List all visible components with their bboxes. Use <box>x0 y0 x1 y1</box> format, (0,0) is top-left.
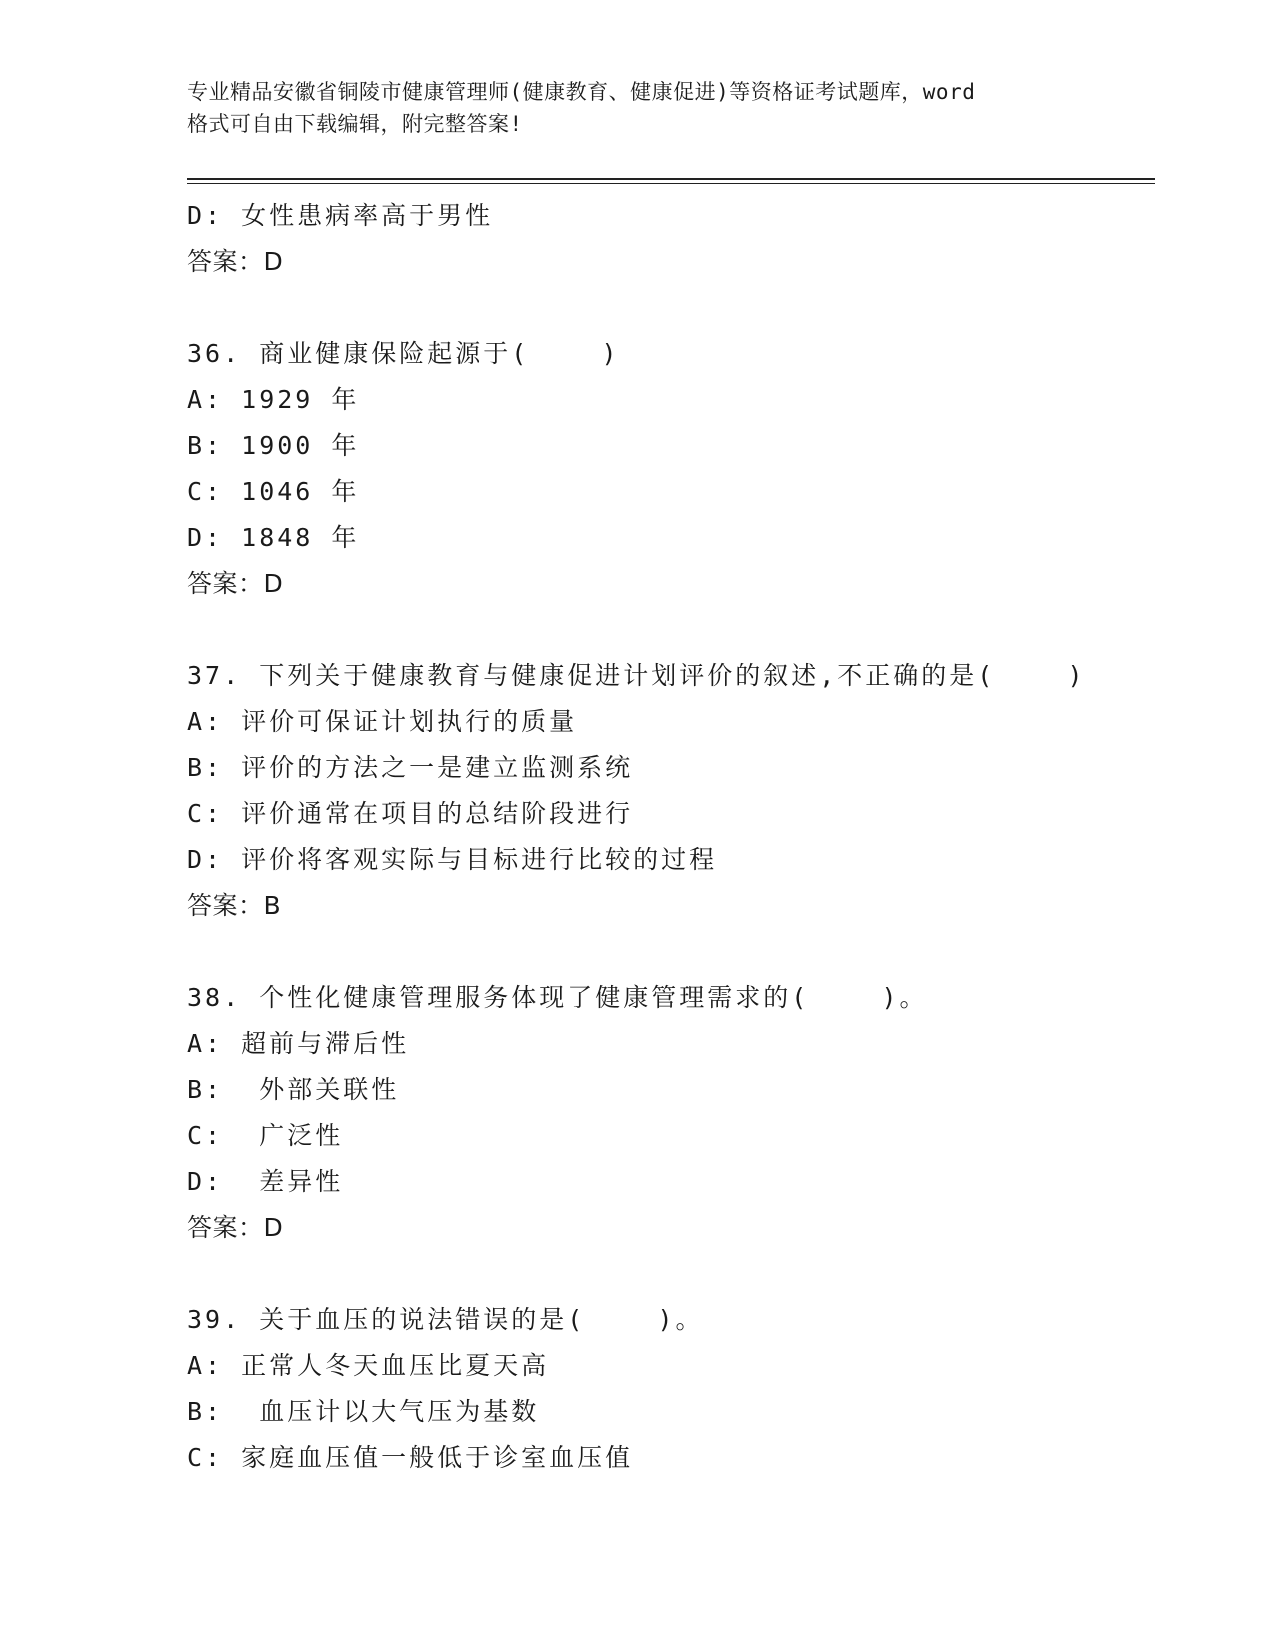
question-stem: 39. 关于血压的说法错误的是( )。 <box>187 1305 704 1334</box>
option-line: C: 评价通常在项目的总结阶段进行 <box>187 799 634 828</box>
option-line: D: 差异性 <box>187 1167 344 1196</box>
option-line: A: 正常人冬天血压比夏天高 <box>187 1351 550 1380</box>
question-stem: 37. 下列关于健康教育与健康促进计划评价的叙述,不正确的是( ) <box>187 661 1086 690</box>
block-spacer <box>187 929 1155 975</box>
option-line: B: 1900 年 <box>187 431 360 460</box>
option-line: B: 血压计以大气压为基数 <box>187 1397 540 1426</box>
answer-line: 答案：D <box>187 569 284 598</box>
option-line: C: 广泛性 <box>187 1121 344 1150</box>
option-line: C: 家庭血压值一般低于诊室血压值 <box>187 1443 634 1472</box>
option-line: A: 超前与滞后性 <box>187 1029 410 1058</box>
option-line: B: 外部关联性 <box>187 1075 400 1104</box>
question-list <box>187 193 1155 1481</box>
option-line: D: 1848 年 <box>187 523 360 552</box>
header-rule-thick <box>187 178 1155 180</box>
header-rule-thin <box>187 183 1155 184</box>
question-stem: 36. 商业健康保险起源于( ) <box>187 339 620 368</box>
block-spacer <box>187 607 1155 653</box>
block-spacer <box>187 285 1155 331</box>
option-line: D: 评价将客观实际与目标进行比较的过程 <box>187 845 718 874</box>
option-line: A: 评价可保证计划执行的质量 <box>187 707 578 736</box>
question-stem: 38. 个性化健康管理服务体现了健康管理需求的( )。 <box>187 983 928 1012</box>
option-line: C: 1046 年 <box>187 477 360 506</box>
block-spacer <box>187 1251 1155 1297</box>
page-header: 专业精品安徽省铜陵市健康管理师(健康教育、健康促进)等资格证考试题库，word 格式可自由下载编辑，附完整答案! <box>187 80 976 136</box>
answer-line: 答案：B <box>187 891 282 920</box>
option-line: B: 评价的方法之一是建立监测系统 <box>187 753 634 782</box>
option-line: A: 1929 年 <box>187 385 360 414</box>
answer-line: 答案：D <box>187 247 284 276</box>
answer-line: 答案：D <box>187 1213 284 1242</box>
option-line: D: 女性患病率高于男性 <box>187 201 494 230</box>
